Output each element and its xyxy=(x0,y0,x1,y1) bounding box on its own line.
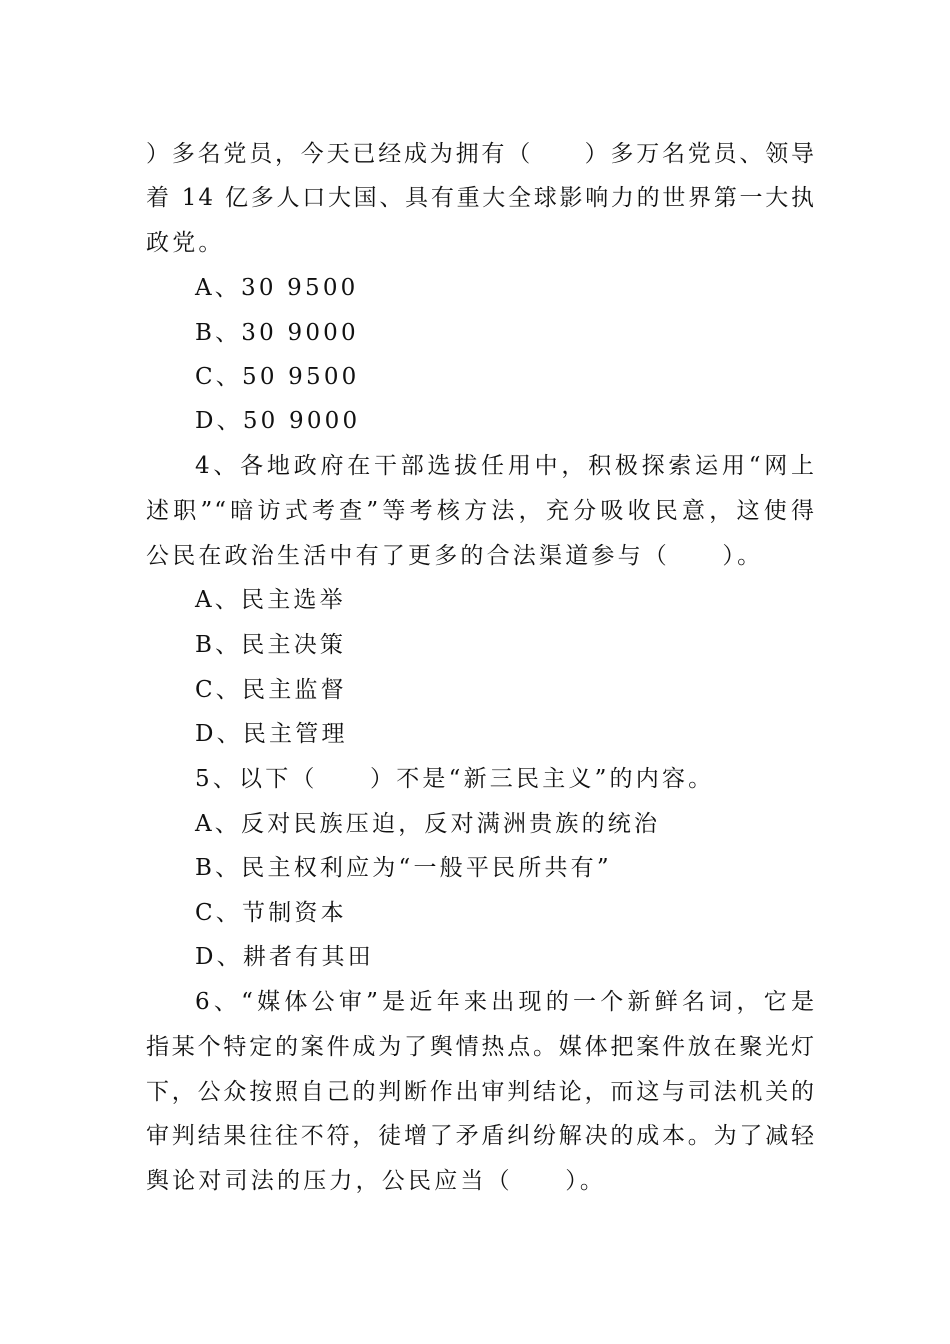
q5-option-d: D、耕者有其田 xyxy=(195,944,374,970)
q6-stem-line-4: 审判结果往往不符，徒增了矛盾纠纷解决的成本。为了减轻 xyxy=(146,1123,816,1149)
q3-stem-line-2: 着 14 亿多人口大国、具有重大全球影响力的世界第一大执 xyxy=(146,185,816,211)
q6-stem-line-3: 下，公众按照自己的判断作出审判结论，而这与司法机关的 xyxy=(146,1079,816,1105)
q3-stem-line-1: ）多名党员，今天已经成为拥有（ ）多万名党员、领导 xyxy=(146,141,816,167)
q5-option-a: A、反对民族压迫，反对满洲贵族的统治 xyxy=(195,811,661,837)
q4-option-a: A、民主选举 xyxy=(195,587,346,613)
q3-stem-line-3: 政党。 xyxy=(146,230,225,256)
q6-stem-line-2: 指某个特定的案件成为了舆情热点。媒体把案件放在聚光灯 xyxy=(146,1034,816,1060)
q4-stem-line-2: 述职”“暗访式考查”等考核方法，充分吸收民意，这使得 xyxy=(146,498,816,524)
q4-stem-line-1: 4、各地政府在干部选拔任用中，积极探索运用“网上 xyxy=(195,453,816,479)
q4-option-b: B、民主决策 xyxy=(195,632,347,658)
q3-option-d: D、50 9000 xyxy=(195,408,361,434)
q3-option-a: A、30 9500 xyxy=(195,275,359,301)
q3-option-b: B、30 9000 xyxy=(195,320,359,346)
q5-option-b: B、民主权利应为“一般平民所共有” xyxy=(195,855,612,881)
q5-stem-line-1: 5、以下（ ）不是“新三民主义”的内容。 xyxy=(195,766,715,792)
q4-option-c: C、民主监督 xyxy=(195,677,347,703)
q3-option-c: C、50 9500 xyxy=(195,364,360,390)
q4-stem-line-3: 公民在政治生活中有了更多的合法渠道参与（ ）。 xyxy=(146,543,764,569)
q5-option-c: C、节制资本 xyxy=(195,900,347,926)
q4-option-d: D、民主管理 xyxy=(195,721,348,747)
q6-stem-line-1: 6、“媒体公审”是近年来出现的一个新鲜名词，它是 xyxy=(195,989,816,1015)
q6-stem-line-5: 舆论对司法的压力，公民应当（ ）。 xyxy=(146,1168,607,1194)
